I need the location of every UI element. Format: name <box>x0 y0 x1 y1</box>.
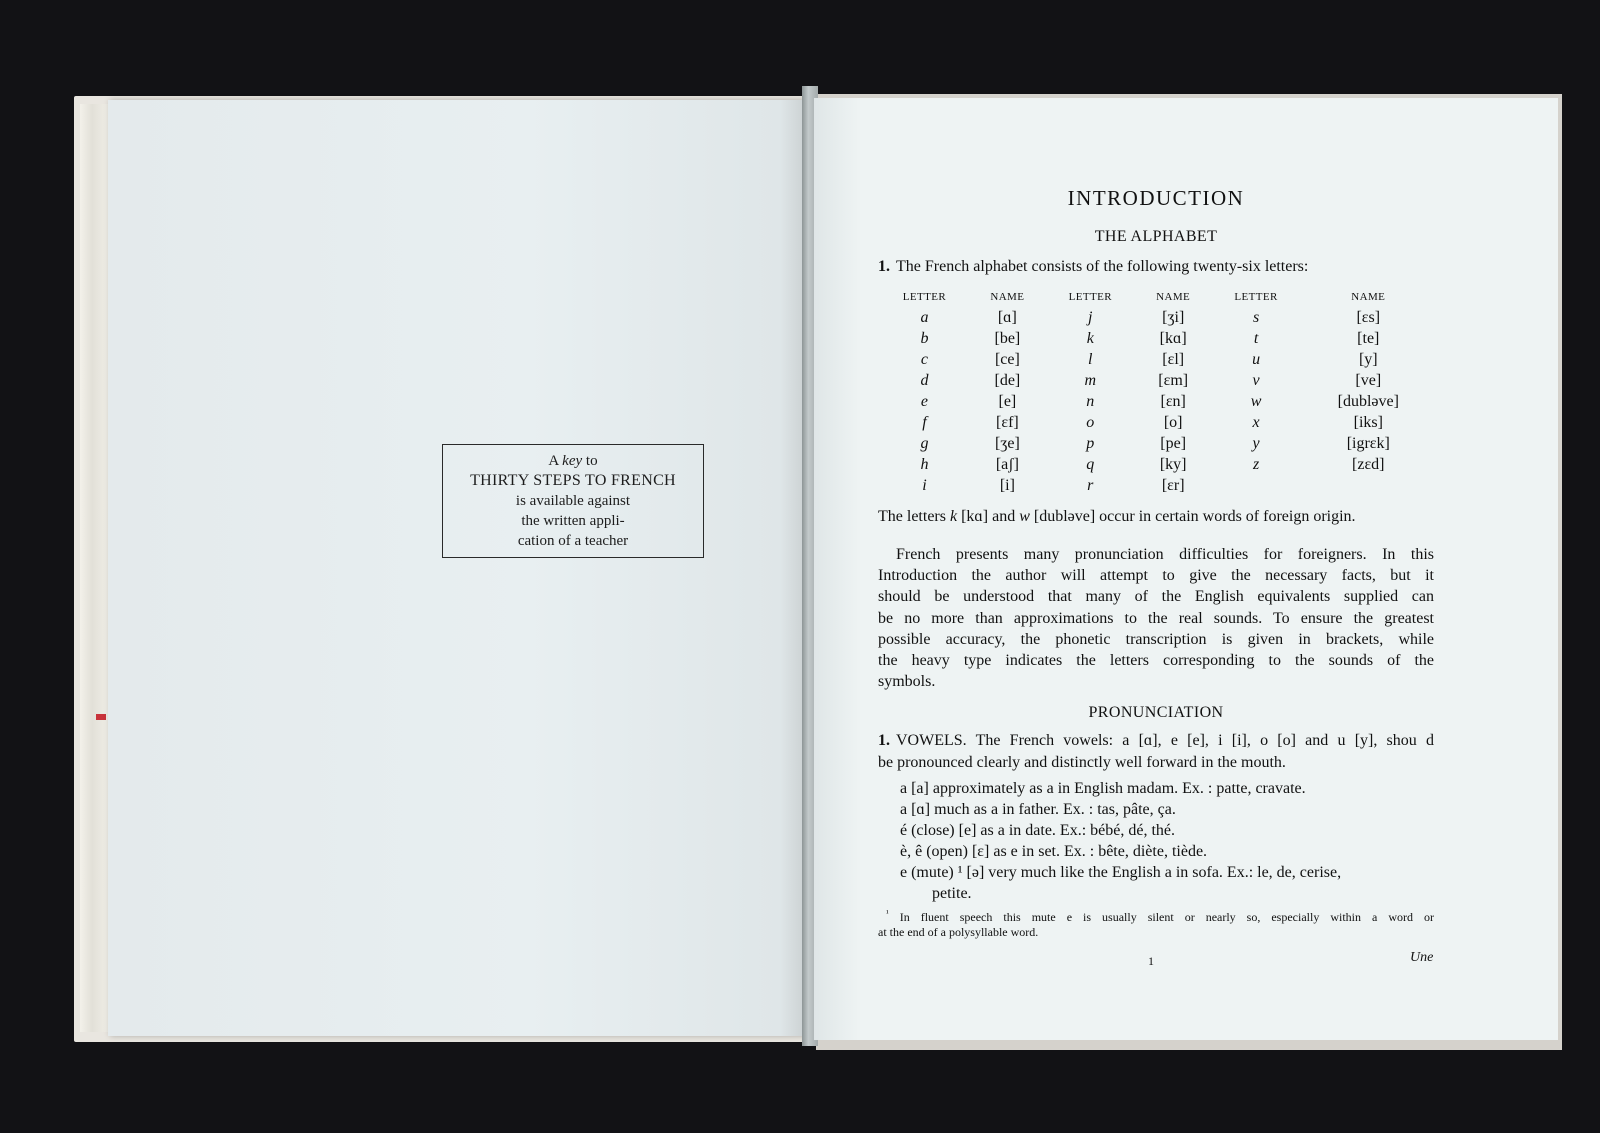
vowel-list <box>900 778 1440 904</box>
column-header: LETTER <box>902 291 947 303</box>
letter-cell: j <box>1088 308 1093 326</box>
name-cell: [ʒe] <box>994 435 1020 453</box>
letter-cell: p <box>1086 435 1095 453</box>
letter-cell: a <box>920 308 929 326</box>
paragraph-line: symbols. <box>878 673 936 691</box>
letter-cell: x <box>1252 414 1260 432</box>
letter-cell: n <box>1086 392 1095 410</box>
letter-cell: i <box>922 477 927 495</box>
name-cell: [ʒi] <box>1162 308 1185 326</box>
foreign-letters-note: The letters k [kɑ] and w [dubləve] occur in certain words of foreign origin. <box>878 508 1356 525</box>
letter-cell: o <box>1086 414 1095 432</box>
name-cell: [e] <box>998 392 1017 410</box>
letter-cell: d <box>920 371 929 389</box>
name-cell: [igrɛk] <box>1346 435 1390 453</box>
page-title: INTRODUCTION <box>1067 186 1245 210</box>
paragraph-line: should be understood that many of the English equivalents supplied can <box>878 588 1434 606</box>
name-cell: [te] <box>1357 329 1380 347</box>
letter-cell: t <box>1253 329 1259 347</box>
name-cell: [ɛn] <box>1160 392 1186 410</box>
table-row <box>878 349 1434 370</box>
letter-cell: e <box>920 392 929 410</box>
name-cell: [ky] <box>1159 456 1187 474</box>
red-cover-mark <box>96 714 106 720</box>
letter-cell: w <box>1250 392 1262 410</box>
paragraph-line: possible accuracy, the phonetic transcription is given in brackets, while <box>878 630 1434 648</box>
letter-cell: r <box>1087 477 1094 495</box>
pronunciation-intro-paragraph <box>878 544 1434 692</box>
letter-cell: v <box>1252 371 1260 389</box>
letter-cell: m <box>1084 371 1097 389</box>
key-notice-title: THIRTY STEPS TO FRENCH <box>470 472 676 489</box>
table-row <box>878 328 1434 349</box>
paragraph-line: the heavy type indicates the letters corresponding to the sounds of the <box>878 652 1434 670</box>
table-row <box>878 476 1434 497</box>
letter-cell: h <box>920 456 929 474</box>
vowels-paragraph <box>878 730 1434 774</box>
name-cell: [be] <box>994 329 1021 347</box>
key-notice-line-3: is available against <box>515 493 631 509</box>
footnote-line: $^{^1}$ In fluent speech this mute e is usually silent or nearly so, especially within a word or <box>886 908 1434 924</box>
name-cell: [aʃ] <box>995 456 1019 474</box>
column-header: NAME <box>1156 291 1191 303</box>
catchword: Une <box>1410 950 1434 965</box>
name-cell: [ɛl] <box>1162 350 1185 368</box>
column-header: LETTER <box>1068 291 1112 303</box>
page-number: 1 <box>1148 954 1154 968</box>
name-cell: [i] <box>999 477 1015 495</box>
letter-cell: g <box>920 435 929 453</box>
list-item: è, ê (open) [ɛ] as e in set. Ex. : bête, diète, tiède. <box>900 843 1208 860</box>
paragraph-line: French presents many pronunciation difficulties for foreigners. In this <box>896 546 1434 563</box>
column-header: NAME <box>990 291 1025 303</box>
list-item: a [a] approximately as a in English madam. Ex. : patte, cravate. <box>900 780 1306 797</box>
name-cell: [dubləve] <box>1337 392 1399 410</box>
letter-cell: k <box>1086 329 1094 347</box>
paragraph-line: Introduction the author will attempt to give the necessary facts, but it <box>878 567 1434 585</box>
table-row <box>878 370 1434 391</box>
key-notice-line-1: A key to <box>548 453 598 469</box>
table-row <box>878 412 1434 433</box>
table-row <box>878 391 1434 412</box>
list-item: a [ɑ] much as a in father. Ex. : tas, pâte, ça. <box>900 801 1176 818</box>
key-notice-line-5: cation of a teacher <box>517 533 629 549</box>
name-cell: [o] <box>1163 414 1183 432</box>
letter-cell: f <box>922 414 927 432</box>
table-row <box>878 307 1434 328</box>
name-cell: [zɛd] <box>1352 456 1385 474</box>
name-cell: [ve] <box>1355 371 1382 389</box>
paragraph-line: be no more than approximations to the real sounds. To ensure the greatest <box>878 609 1434 627</box>
paragraph-line: be pronounced clearly and distinctly well forward in the mouth. <box>878 754 1286 771</box>
list-item: e (mute) ¹ [ə] very much like the English a in sofa. Ex.: le, de, cerise, <box>900 864 1342 881</box>
alphabet-table-header <box>878 287 1434 307</box>
name-cell: [ɛr] <box>1161 477 1185 495</box>
column-header: LETTER <box>1234 291 1278 303</box>
table-row <box>878 455 1434 476</box>
letter-cell: l <box>1088 350 1093 368</box>
letter-cell: b <box>920 329 929 347</box>
name-cell: [ɛs] <box>1356 308 1381 326</box>
footnote <box>878 906 1434 940</box>
inner-hinge-strip <box>80 104 110 1032</box>
list-item-continuation: petite. <box>932 885 972 902</box>
letter-cell: q <box>1086 456 1095 474</box>
footnote-line: at the end of a polysyllable word. <box>878 925 1039 939</box>
name-cell: [ɑ] <box>997 308 1017 326</box>
name-cell: [ɛf] <box>996 414 1019 432</box>
name-cell: [kɑ] <box>1159 329 1187 347</box>
name-cell: [de] <box>994 371 1021 389</box>
key-notice-box <box>442 444 704 558</box>
letter-cell: z <box>1252 456 1260 474</box>
alphabet-table <box>878 287 1434 497</box>
alphabet-intro-paragraph: 1. The French alphabet consists of the following twenty-six letters: <box>878 258 1309 275</box>
key-notice-line-4: the written appli- <box>521 513 625 529</box>
left-page <box>108 100 808 1036</box>
letter-cell <box>1210 476 1303 497</box>
name-cell: [iks] <box>1353 414 1383 432</box>
name-cell <box>1303 476 1434 497</box>
list-item: é (close) [e] as a in date. Ex.: bébé, dé, thé. <box>900 822 1175 839</box>
name-cell: [y] <box>1358 350 1378 368</box>
section-heading-alphabet: THE ALPHABET <box>1094 228 1218 245</box>
column-header: NAME <box>1351 291 1386 303</box>
letter-cell: y <box>1252 435 1260 453</box>
section-heading-pronunciation: PRONUNCIATION <box>1088 704 1224 721</box>
name-cell: [ɛm] <box>1158 371 1189 389</box>
letter-cell: s <box>1252 308 1260 326</box>
table-row <box>878 434 1434 455</box>
name-cell: [ce] <box>994 350 1020 368</box>
name-cell: [pe] <box>1160 435 1187 453</box>
paragraph-line: 1. VOWELS. The French vowels: a [ɑ], e [e], i [i], o [o] and u [y], shou d <box>878 732 1434 749</box>
letter-cell: c <box>920 350 929 368</box>
letter-cell: u <box>1252 350 1261 368</box>
